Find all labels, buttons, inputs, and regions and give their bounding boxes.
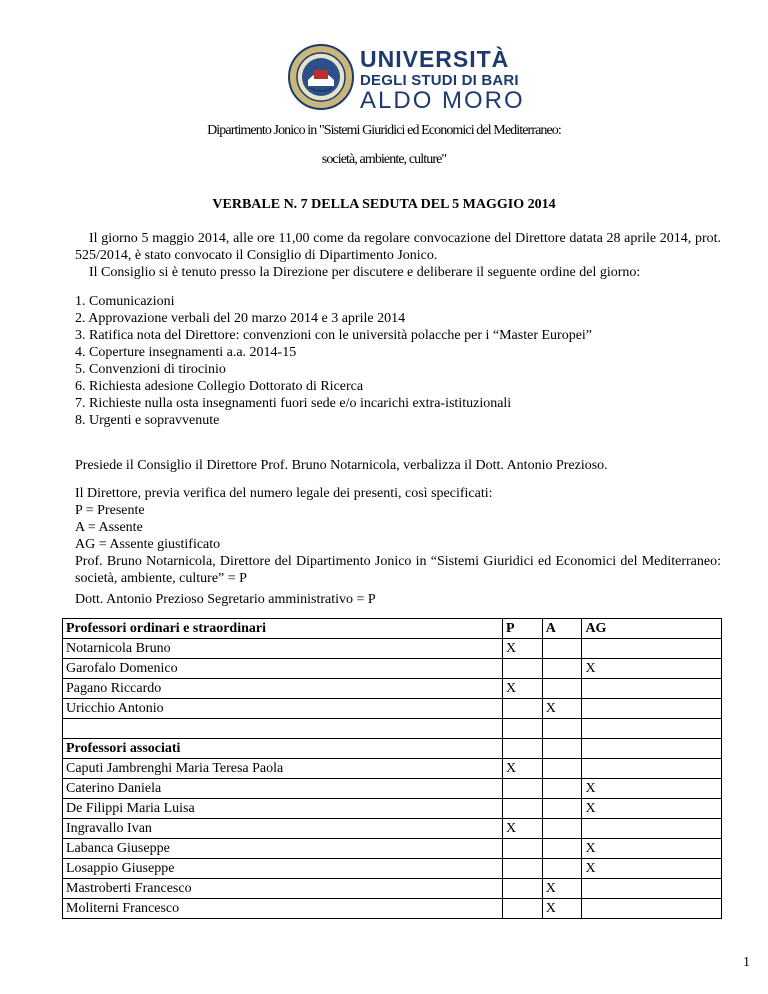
agenda-item: 3. Ratifica nota del Direttore: convenzioni con le università polacche per i “Master Europei” — [75, 328, 593, 343]
intro-paragraph-2: Il Consiglio si è tenuto presso la Direzione per discutere e deliberare il seguente ordine del giorno: — [89, 265, 641, 280]
justified-cell: X — [582, 799, 722, 819]
presides-statement: Presiede il Consiglio il Direttore Prof. Bruno Notarnicola, verbalizza il Dott. Antonio Prezioso. — [75, 458, 608, 473]
intro-paragraph-1: Il giorno 5 maggio 2014, alle ore 11,00 come da regolare convocazione del Direttore datata 28 aprile 2014, prot. 525/2014, è stato convocato il Consiglio di Dipartimento Jonico. — [75, 231, 721, 263]
name-cell: Caputi Jambrenghi Maria Teresa Paola — [63, 759, 503, 779]
logo-line-1: UNIVERSITÀ — [360, 46, 510, 72]
absent-cell: X — [542, 699, 582, 719]
present-cell — [503, 779, 543, 799]
absent-cell — [542, 679, 582, 699]
agenda-item: 1. Comunicazioni — [75, 294, 175, 309]
justified-cell — [582, 699, 722, 719]
attendance-table — [62, 618, 722, 919]
table-row — [63, 899, 722, 919]
justified-cell: X — [582, 779, 722, 799]
department-name-line-2: società, ambiente, culture" — [321, 152, 447, 167]
name-cell: Professori associati — [63, 739, 503, 759]
agenda-item: 8. Urgenti e sopravvenute — [75, 413, 220, 428]
table-row — [63, 859, 722, 879]
justified-cell — [582, 759, 722, 779]
present-cell — [503, 659, 543, 679]
present-cell: X — [503, 759, 543, 779]
justified-cell — [582, 819, 722, 839]
justified-cell — [582, 719, 722, 739]
justified-cell: X — [582, 839, 722, 859]
table-section-header-row — [63, 619, 722, 639]
name-cell — [63, 719, 503, 739]
justified-cell: AG — [582, 619, 722, 639]
justified-cell: X — [582, 659, 722, 679]
agenda-item: 5. Convenzioni di tirocinio — [75, 362, 226, 377]
table-row — [63, 779, 722, 799]
absent-cell — [542, 819, 582, 839]
director-attendance: Prof. Bruno Notarnicola, Direttore del Dipartimento Jonico in “Sistemi Giuridici ed Economici del Mediterraneo: società, ambiente, culture” = P — [75, 554, 721, 586]
justified-cell — [582, 899, 722, 919]
absent-cell — [542, 739, 582, 759]
name-cell: De Filippi Maria Luisa — [63, 799, 503, 819]
agenda-item: 6. Richiesta adesione Collegio Dottorato di Ricerca — [75, 379, 364, 394]
justified-cell — [582, 679, 722, 699]
absent-cell: X — [542, 879, 582, 899]
table-row — [63, 759, 722, 779]
name-cell: Uricchio Antonio — [63, 699, 503, 719]
university-logo — [288, 44, 538, 114]
absent-cell — [542, 779, 582, 799]
present-cell — [503, 839, 543, 859]
legend-present: P = Presente — [75, 503, 145, 518]
page-number: 1 — [743, 955, 750, 970]
document-title: VERBALE N. 7 DELLA SEDUTA DEL 5 MAGGIO 2014 — [212, 197, 556, 212]
logo-line-3: ALDO MORO — [360, 87, 525, 114]
agenda-item: 2. Approvazione verbali del 20 marzo 2014 e 3 aprile 2014 — [75, 311, 406, 326]
present-cell — [503, 799, 543, 819]
table-row — [63, 839, 722, 859]
table-row — [63, 659, 722, 679]
table-section-header-row — [63, 739, 722, 759]
name-cell: Labanca Giuseppe — [63, 839, 503, 859]
university-seal-icon — [288, 44, 354, 110]
name-cell: Caterino Daniela — [63, 779, 503, 799]
table-row — [63, 699, 722, 719]
table-row — [63, 679, 722, 699]
absent-cell — [542, 759, 582, 779]
name-cell: Ingravallo Ivan — [63, 819, 503, 839]
logo-line-2: DEGLI STUDI DI BARI — [360, 72, 519, 89]
justified-cell — [582, 879, 722, 899]
absent-cell — [542, 719, 582, 739]
agenda-item: 7. Richieste nulla osta insegnamenti fuori sede e/o incarichi extra-istituzionali — [75, 396, 512, 411]
absent-cell — [542, 639, 582, 659]
present-cell — [503, 859, 543, 879]
table-row — [63, 819, 722, 839]
table-row — [63, 639, 722, 659]
name-cell: Losappio Giuseppe — [63, 859, 503, 879]
present-cell — [503, 699, 543, 719]
absent-cell: A — [542, 619, 582, 639]
name-cell: Notarnicola Bruno — [63, 639, 503, 659]
name-cell: Mastroberti Francesco — [63, 879, 503, 899]
legend-absent: A = Assente — [75, 520, 143, 535]
present-cell — [503, 719, 543, 739]
present-cell: X — [503, 679, 543, 699]
agenda-item: 4. Coperture insegnamenti a.a. 2014-15 — [75, 345, 297, 360]
name-cell: Pagano Riccardo — [63, 679, 503, 699]
table-row — [63, 879, 722, 899]
department-name-line-1: Dipartimento Jonico in "Sistemi Giuridici ed Economici del Mediterraneo: — [207, 123, 561, 138]
justified-cell — [582, 639, 722, 659]
name-cell: Moliterni Francesco — [63, 899, 503, 919]
name-cell: Professori ordinari e straordinari — [63, 619, 503, 639]
verifica-intro: Il Direttore, previa verifica del numero legale dei presenti, così specificati: — [75, 486, 493, 501]
table-row — [63, 799, 722, 819]
table-row — [63, 719, 722, 739]
present-cell: P — [503, 619, 543, 639]
name-cell: Garofalo Domenico — [63, 659, 503, 679]
absent-cell: X — [542, 899, 582, 919]
logo-wordmark — [360, 48, 525, 113]
absent-cell — [542, 839, 582, 859]
present-cell — [503, 899, 543, 919]
present-cell — [503, 739, 543, 759]
justified-cell: X — [582, 859, 722, 879]
absent-cell — [542, 659, 582, 679]
legend-justified: AG = Assente giustificato — [75, 537, 221, 552]
justified-cell — [582, 739, 722, 759]
present-cell: X — [503, 819, 543, 839]
present-cell — [503, 879, 543, 899]
absent-cell — [542, 859, 582, 879]
present-cell: X — [503, 639, 543, 659]
absent-cell — [542, 799, 582, 819]
secretary-attendance: Dott. Antonio Prezioso Segretario amministrativo = P — [75, 592, 376, 607]
agenda-list — [75, 293, 592, 429]
